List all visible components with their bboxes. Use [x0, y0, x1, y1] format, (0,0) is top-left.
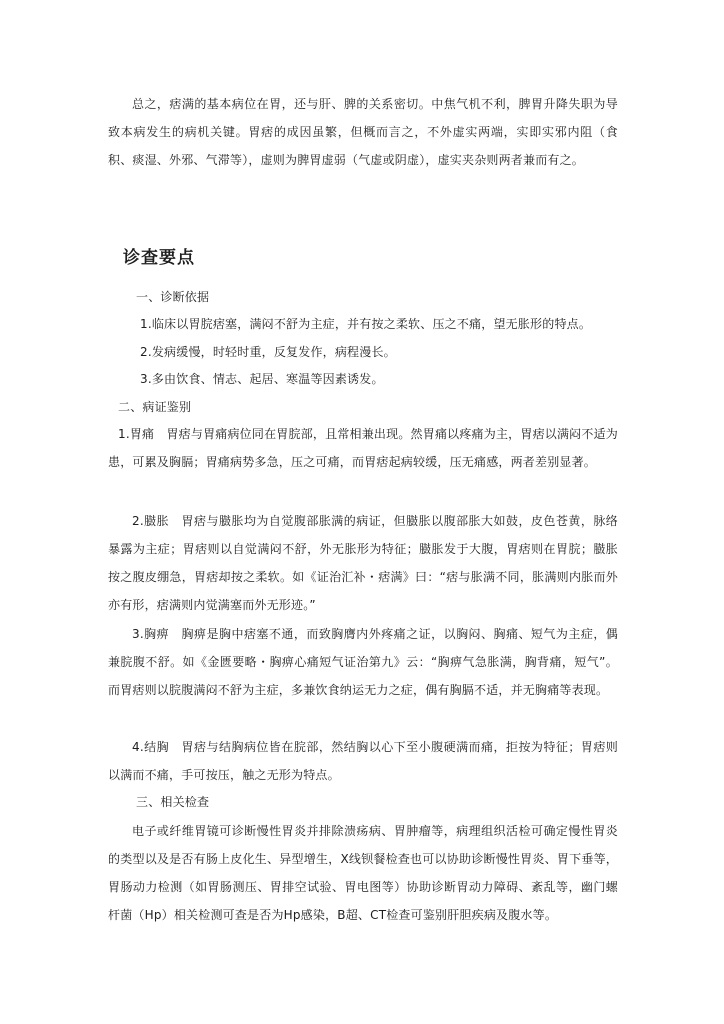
differential-item-4: 4.结胸 胃痞与结胸病位皆在脘部，然结胸以心下至小腹硬满而痛，拒按为特征；胃痞则以满而不痛，手可按压，触之无形为特点。: [108, 740, 618, 782]
intro-paragraph: 总之，痞满的基本病位在胃，还与肝、脾的关系密切。中焦气机不利，脾胃升降失职为导致本病发生的病机关键。胃痞的成因虽繁，但概而言之，不外虚实两端，实即实邪内阻（食积、痰湿、外邪、气滞等），虚则为脾胃虚弱（气虚或阴虚），虚实夹杂则两者兼而有之。: [108, 97, 618, 167]
differential-item-3: 3.胸痹 胸痹是胸中痞塞不通，而致胸膺内外疼痛之证，以胸闷、胸痛、短气为主症，偶兼脘腹不舒。如《金匮要略・胸痹心痛短气证治第九》云：“胸痹气急胀满，胸背痛，短气”。而胃痞则以脘腹满闷不舒为主症，多兼饮食纳运无力之症，偶有胸膈不适，并无胸痛等表现。: [108, 627, 618, 697]
exams-paragraph: 电子或纤维胃镜可诊断慢性胃炎并排除溃疡病、胃肿瘤等，病理组织活检可确定慢性胃炎的类型以及是否有肠上皮化生、异型增生，X线钡餐检查也可以协助诊断慢性胃炎、胃下垂等，胃肠动力检测（如胃肠测压、胃排空试验、胃电图等）协助诊断胃动力障碍、紊乱等，幽门螺杆菌（Hp）相关检测可查是否为Hp感染，B超、CT检查可鉴别肝胆疾病及腹水等。: [108, 824, 618, 922]
differential-item-2: 2.臌胀 胃痞与臌胀均为自觉腹部胀满的病证，但臌胀以腹部胀大如鼓，皮色苍黄，脉络暴露为主症；胃痞则以自觉满闷不舒，外无胀形为特征；臌胀发于大腹，胃痞则在胃脘；臌胀按之腹皮绷急，胃痞却按之柔软。如《证治汇补・痞满》曰：“痞与胀满不同，胀满则内胀而外亦有形，痞满则内觉满塞而外无形迹。”: [108, 514, 618, 612]
diagnosis-item-2: 2.发病缓慢，时轻时重，反复发作，病程漫长。: [140, 345, 396, 359]
section-title: 诊查要点: [123, 248, 195, 268]
diagnosis-heading: 一、诊断依据: [136, 290, 210, 304]
diagnosis-item-1: 1.临床以胃脘痞塞，满闷不舒为主症，并有按之柔软、压之不痛，望无胀形的特点。: [140, 317, 592, 331]
diagnosis-item-3: 3.多由饮食、情志、起居、寒温等因素诱发。: [140, 372, 384, 386]
differential-item-1: 1.胃痛 胃痞与胃痛病位同在胃脘部，且常相兼出现。然胃痛以疼痛为主，胃痞以满闷不适为患，可累及胸膈；胃痛病势多急，压之可痛，而胃痞起病较缓，压无痛感，两者差别显著。: [108, 427, 618, 469]
differential-heading: 二、病证鉴别: [118, 400, 192, 414]
exams-heading: 三、相关检查: [136, 795, 210, 809]
